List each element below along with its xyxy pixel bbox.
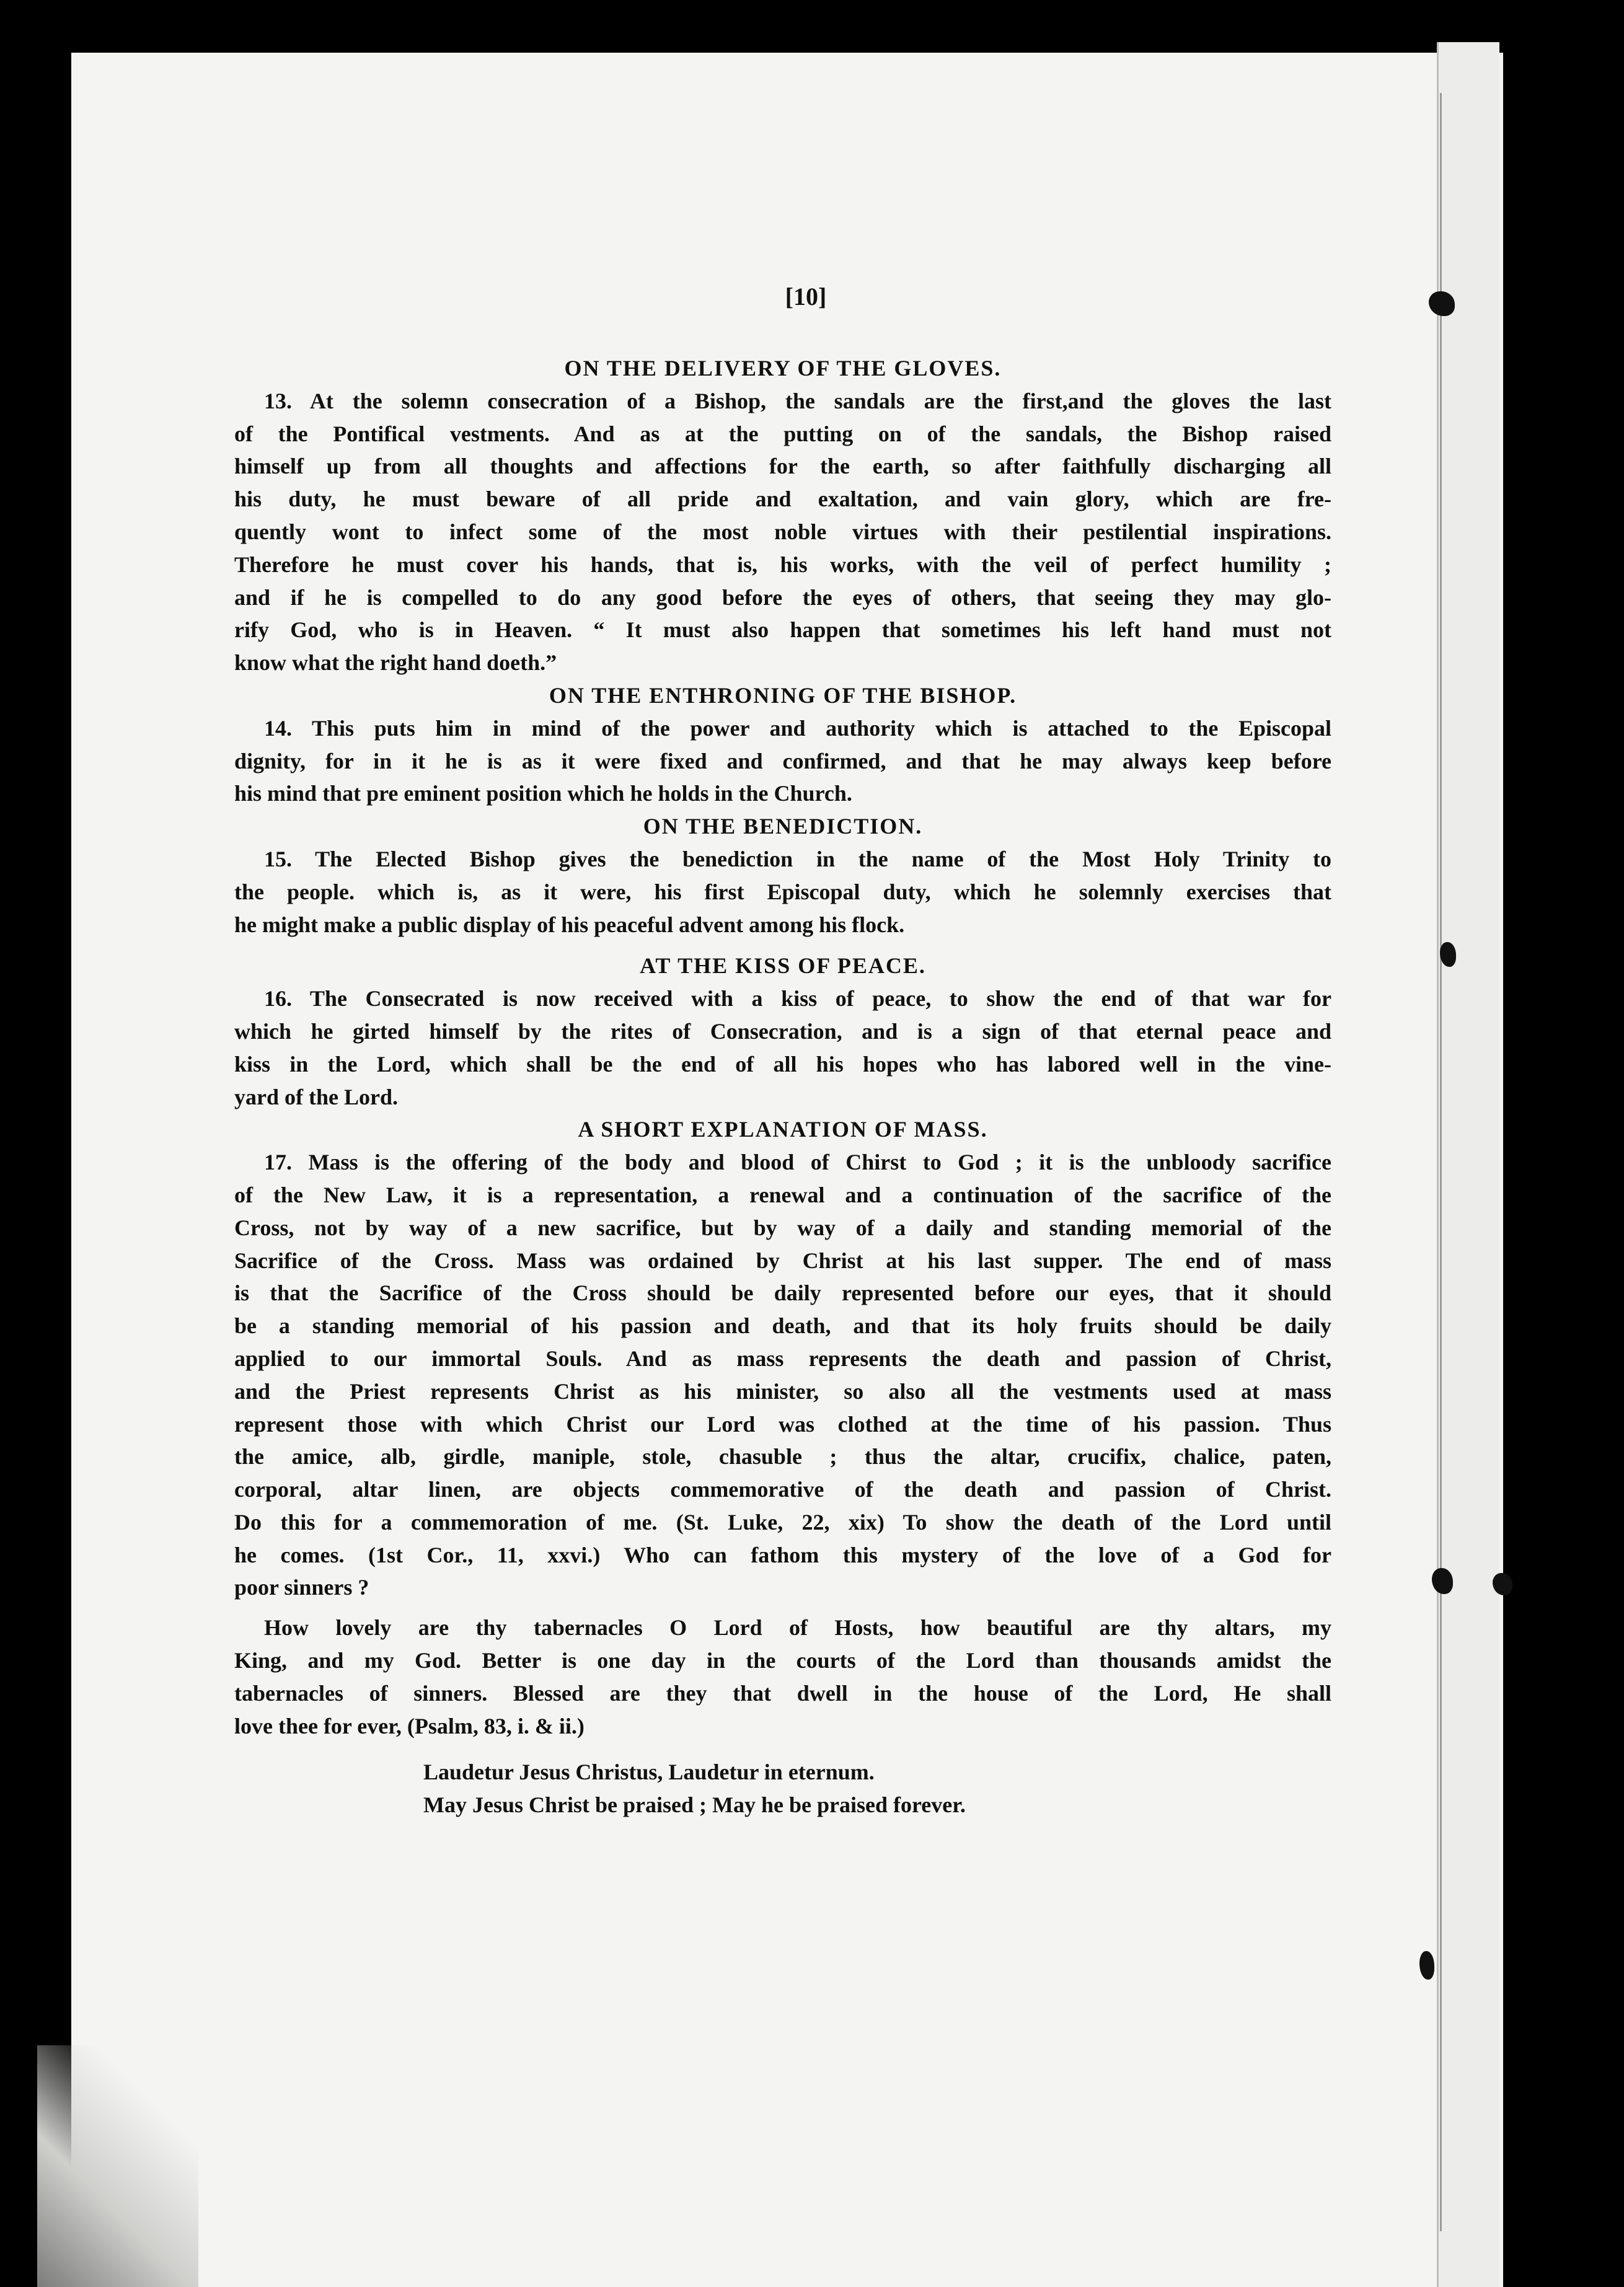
paragraph-line: is that the Sacrifice of the Cross should be daily represented before our eyes, that it should xyxy=(234,1280,1331,1306)
paragraph-line: Cross, not by way of a new sacrifice, but by way of a daily and standing memorial of the xyxy=(234,1215,1331,1240)
psalm-line: tabernacles of sinners. Blessed are they that dwell in the house of the Lord, He shall xyxy=(234,1680,1331,1706)
paragraph-line: 14. This puts him in mind of the power and authority which is attached to the Episcopal xyxy=(264,715,1331,741)
paragraph-line: rify God, who is in Heaven. “ It must also happen that sometimes his left hand must not xyxy=(234,617,1331,643)
paragraph-line: himself up from all thoughts and affections for the earth, so after faithfully discharging all xyxy=(234,454,1331,479)
adjacent-page-edge xyxy=(1437,42,1499,2287)
paragraph-line: kiss in the Lord, which shall be the end of all his hopes who has labored well in the vine- xyxy=(234,1051,1331,1077)
margin-ink-blot xyxy=(1419,1951,1434,1980)
paragraph-line: the people. which is, as it were, his first Episcopal duty, which he solemnly exercises that xyxy=(234,879,1331,904)
paragraph-line: Do this for a commemoration of me. (St. Luke, 22, xix) To show the death of the Lord until xyxy=(234,1509,1331,1535)
section-heading: ON THE BENEDICTION. xyxy=(643,814,923,839)
section-heading: ON THE DELIVERY OF THE GLOVES. xyxy=(564,356,1002,381)
page-fold-line xyxy=(1440,93,1442,2231)
paragraph-line: he might make a public display of his peaceful advent among his flock. xyxy=(234,912,905,937)
paragraph-line: applied to our immortal Souls. And as mass represents the death and passion of Christ, xyxy=(234,1346,1331,1371)
section-heading: A SHORT EXPLANATION OF MASS. xyxy=(578,1117,988,1142)
paragraph-line: 15. The Elected Bishop gives the benediction in the name of the Most Holy Trinity to xyxy=(264,846,1331,871)
paragraph-line: and if he is compelled to do any good before the eyes of others, that seeing they may glo- xyxy=(234,584,1331,610)
paragraph-line: 16. The Consecrated is now received with a kiss of peace, to show the end of that war for xyxy=(264,986,1331,1011)
paragraph-line: dignity, for in it he is as it were fixed and confirmed, and that he may always keep before xyxy=(234,748,1331,773)
page-number: [10] xyxy=(785,283,827,311)
paragraph-line: yard of the Lord. xyxy=(234,1084,398,1109)
closing-line: Laudetur Jesus Christus, Laudetur in eternum. xyxy=(423,1760,875,1785)
paragraph-line: represent those with which Christ our Lord was clothed at the time of his passion. Thus xyxy=(234,1411,1331,1437)
paragraph-line: he comes. (1st Cor., 11, xxvi.) Who can fathom this mystery of the love of a God for xyxy=(234,1542,1331,1567)
paragraph-line: 13. At the solemn consecration of a Bishop, the sandals are the first,and the gloves the last xyxy=(264,388,1331,413)
paragraph-line: poor sinners ? xyxy=(234,1575,369,1600)
psalm-line: How lovely are thy tabernacles O Lord of Hosts, how beautiful are thy altars, my xyxy=(264,1615,1331,1641)
margin-ink-blot xyxy=(1440,942,1456,967)
paragraph-line: of the Pontifical vestments. And as at the putting on of the sandals, the Bishop raised xyxy=(234,421,1331,446)
paragraph-line: which he girted himself by the rites of Consecration, and is a sign of that eternal peace and xyxy=(234,1018,1331,1044)
section-heading: AT THE KISS OF PEACE. xyxy=(640,953,926,979)
closing-line: May Jesus Christ be praised ; May he be praised forever. xyxy=(423,1792,966,1818)
section-heading: ON THE ENTHRONING OF THE BISHOP. xyxy=(549,682,1017,708)
paragraph-line: Sacrifice of the Cross. Mass was ordained by Christ at his last supper. The end of mass xyxy=(234,1248,1331,1273)
paragraph-line: know what the right hand doeth.” xyxy=(234,650,557,676)
paragraph-line: 17. Mass is the offering of the body and blood of Chirst to God ; it is the unbloody sacrifice xyxy=(264,1150,1331,1175)
paragraph-line: his mind that pre eminent position which he holds in the Church. xyxy=(234,781,852,806)
paragraph-line: and the Priest represents Christ as his minister, so also all the vestments used at mass xyxy=(234,1378,1331,1404)
psalm-line: King, and my God. Better is one day in the courts of the Lord than thousands amidst the xyxy=(234,1648,1331,1673)
paragraph-line: his duty, he must beware of all pride and exaltation, and vain glory, which are fre- xyxy=(234,487,1331,512)
psalm-line: love thee for ever, (Psalm, 83, i. & ii.) xyxy=(234,1713,585,1738)
paragraph-line: corporal, altar linen, are objects commemorative of the death and passion of Christ. xyxy=(234,1477,1331,1502)
paragraph-line: of the New Law, it is a representation, a renewal and a continuation of the sacrifice of the xyxy=(234,1182,1331,1207)
page-corner-shadow xyxy=(37,2045,198,2287)
paragraph-line: quently wont to infect some of the most noble virtues with their pestilential inspirations. xyxy=(234,519,1331,544)
paragraph-line: be a standing memorial of his passion and death, and that its holy fruits should be daily xyxy=(234,1313,1331,1339)
paragraph-line: Therefore he must cover his hands, that is, his works, with the veil of perfect humility ; xyxy=(234,552,1331,577)
page-body-text xyxy=(234,352,1331,1822)
paragraph-line: the amice, alb, girdle, maniple, stole, chasuble ; thus the altar, crucifix, chalice, paten, xyxy=(234,1444,1331,1470)
